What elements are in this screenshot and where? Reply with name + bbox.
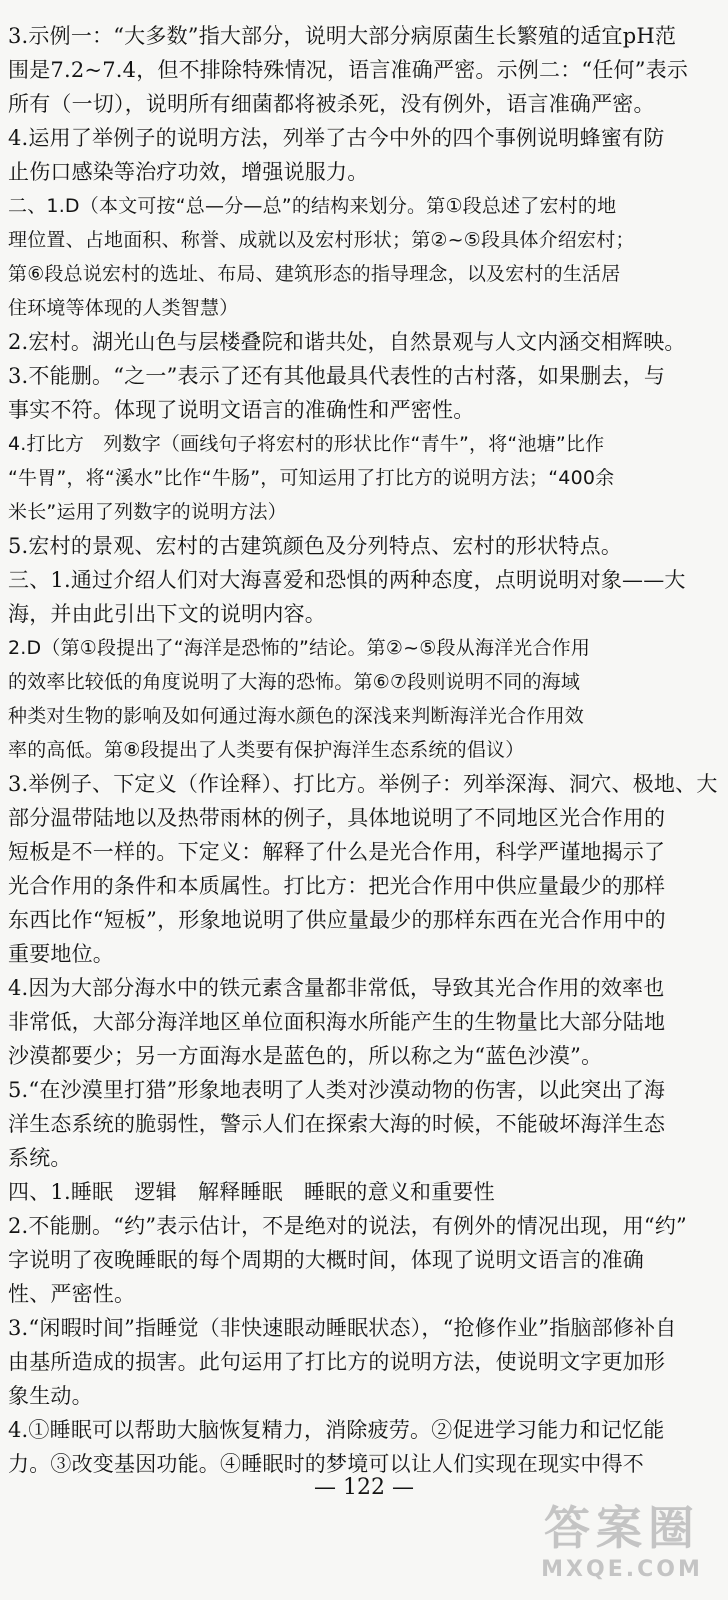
text-line: 5.“在沙漠里打猎”形象地表明了人类对沙漠动物的伤害，以此突出了海 [8, 1078, 666, 1102]
text-line: 3.“闲暇时间”指睡觉（非快速眼动睡眠状态），“抢修作业”指脑部修补自 [8, 1316, 677, 1340]
text-line: 的效率比较低的角度说明了大海的恐怖。第⑥⑦段则说明不同的海域 [8, 671, 581, 693]
text-line: 住环境等体现的人类智慧） [8, 297, 239, 319]
text-line: 洋生态系统的脆弱性，警示人们在探索大海的时候，不能破坏海洋生态 [8, 1112, 666, 1136]
page-number: — 122 — [314, 1475, 414, 1500]
text-line: 四、1.睡眠 逻辑 解释睡眠 睡眠的意义和重要性 [8, 1180, 495, 1204]
text-line: 海，并由此引出下文的说明内容。 [8, 602, 326, 626]
site-watermark [522, 1500, 722, 1596]
text-line: 象生动。 [8, 1384, 93, 1408]
text-line: 短板是不一样的。下定义：解释了什么是光合作用，科学严谨地揭示了 [8, 840, 666, 864]
text-line: 性、严密性。 [8, 1282, 136, 1306]
watermark-url-text: MXQE.COM [541, 1557, 703, 1582]
text-line: 部分温带陆地以及热带雨林的例子，具体地说明了不同地区光合作用的 [8, 806, 666, 830]
text-line: 2.D（第①段提出了“海洋是恐怖的”结论。第②~⑤段从海洋光合作用 [8, 637, 591, 659]
text-line: 所有（一切），说明所有细菌都将被杀死，没有例外，语言准确严密。 [8, 92, 655, 116]
text-line: “牛胃”，将“溪水”比作“牛肠”，可知运用了打比方的说明方法；“400余 [8, 467, 615, 489]
text-line: 三、1.通过介绍人们对大海喜爱和恐惧的两种态度，点明说明对象——大 [8, 568, 686, 592]
text-line: 第⑥段总说宏村的选址、布局、建筑形态的指导理念，以及宏村的生活居 [8, 263, 621, 285]
text-line: 4.①睡眠可以帮助大脑恢复精力，消除疲劳。②促进学习能力和记忆能 [8, 1418, 665, 1442]
text-line: 由基所造成的损害。此句运用了打比方的说明方法，使说明文字更加形 [8, 1350, 666, 1374]
text-line: 系统。 [8, 1146, 72, 1170]
text-line: 3.示例一：“大多数”指大部分，说明大部分病原菌生长繁殖的适宜pH范 [8, 24, 677, 48]
text-line: 种类对生物的影响及如何通过海水颜色的深浅来判断海洋光合作用效 [8, 705, 585, 727]
text-line: 4.打比方 列数字（画线句子将宏村的形状比作“青牛”，将“池塘”比作 [8, 433, 605, 455]
text-line: 3.不能删。“之一”表示了还有其他最具代表性的古村落，如果删去，与 [8, 364, 666, 388]
watermark-logo-text: 答案圈 [544, 1501, 700, 1555]
text-line: 重要地位。 [8, 942, 114, 966]
text-line: 沙漠都要少；另一方面海水是蓝色的，所以称之为“蓝色沙漠”。 [8, 1044, 603, 1068]
text-line: 字说明了夜晚睡眠的每个周期的大概时间，体现了说明文语言的准确 [8, 1248, 644, 1272]
text-line: 非常低，大部分海洋地区单位面积海水所能产生的生物量比大部分陆地 [8, 1010, 666, 1034]
text-line: 2.宏村。湖光山色与层楼叠院和谐共处，自然景观与人文内涵交相辉映。 [8, 330, 686, 354]
text-line: 4.因为大部分海水中的铁元素含量都非常低，导致其光合作用的效率也 [8, 976, 665, 1000]
text-line: 二、1.D（本文可按“总—分—总”的结构来划分。第①段总述了宏村的地 [8, 195, 617, 217]
text-line: 力。③改变基因功能。④睡眠时的梦境可以让人们实现在现实中得不 [8, 1452, 644, 1476]
text-line: 事实不符。体现了说明文语言的准确性和严密性。 [8, 398, 475, 422]
text-line: 东西比作“短板”，形象地说明了供应量最少的那样东西在光合作用中的 [8, 908, 666, 932]
text-line: 3.举例子、下定义（作诠释）、打比方。举例子：列举深海、洞穴、极地、大 [8, 772, 718, 796]
text-line: 围是7.2~7.4，但不排除特殊情况，语言准确严密。示例二：“任何”表示 [8, 58, 689, 82]
text-line: 米长”运用了列数字的说明方法） [8, 501, 287, 523]
text-line: 理位置、占地面积、称誉、成就以及宏村形状；第②~⑤段具体介绍宏村； [8, 229, 635, 251]
text-line: 5.宏村的景观、宏村的古建筑颜色及分列特点、宏村的形状特点。 [8, 534, 623, 558]
text-line: 光合作用的条件和本质属性。打比方：把光合作用中供应量最少的那样 [8, 874, 666, 898]
text-line: 4.运用了举例子的说明方法，列举了古今中外的四个事例说明蜂蜜有防 [8, 126, 665, 150]
text-line: 率的高低。第⑧段提出了人类要有保护海洋生态系统的倡议） [8, 739, 525, 761]
text-line: 2.不能删。“约”表示估计，不是绝对的说法，有例外的情况出现，用“约” [8, 1214, 687, 1238]
text-line: 止伤口感染等治疗功效，增强说服力。 [8, 160, 369, 184]
